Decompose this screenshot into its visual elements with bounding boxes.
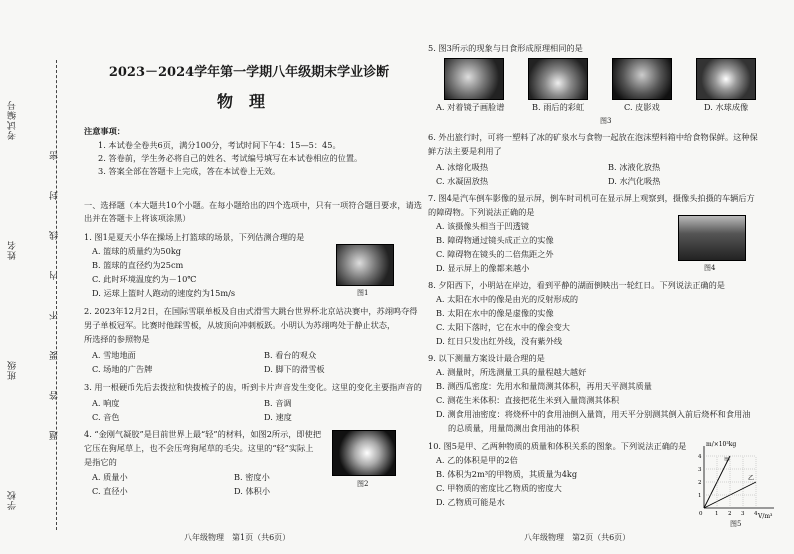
q3-option-d: D. 速度	[264, 412, 292, 422]
q4-stem: 是指它的	[84, 457, 117, 467]
page-footer-right: 八年级物理 第2页（共6页）	[524, 533, 631, 542]
figure-1-caption: 图1	[357, 289, 369, 297]
q6-stem: 6. 外出旅行时，可将一塑料了冰的矿泉水与食物一起放在泡沫塑料箱中给食物保鲜。这种保	[428, 132, 758, 142]
y-tick-label: 4	[698, 454, 702, 460]
note-item: 1. 本试卷全卷共6页，满分100分，考试时间下午4：15—5：45。	[98, 140, 341, 150]
seal-dashed-line	[56, 60, 57, 530]
q5-option-a: A. 对着镜子画脸谱	[436, 102, 505, 112]
figure-3a-image	[444, 58, 504, 100]
section-intro: 一、选择题（本大题共10个小题。在每小题给出的四个选项中，只有一项符合题目要求，请选	[84, 200, 422, 210]
q5-option-d: D. 水球成像	[704, 102, 749, 112]
figure-2-caption: 图2	[357, 480, 369, 488]
q7-option-c: C. 障碍物在镜头的二倍焦距之外	[436, 249, 554, 259]
seal-char: 不	[50, 310, 60, 320]
notes-heading: 注意事项：	[84, 126, 125, 136]
q10-option-a: A. 乙的体积是甲的2倍	[436, 455, 518, 465]
x-tick-label: 1	[715, 511, 719, 517]
note-item: 2. 答卷前，学生务必将自己的姓名、考试编号填写在本试卷相应的位置。	[98, 153, 363, 163]
q8-option-b: B. 太阳在水中的像是虚像的实像	[436, 308, 554, 318]
q7-option-b: B. 障碍物通过镜头成正立的实像	[436, 235, 554, 245]
q2-option-a: A. 雪地地面	[92, 350, 136, 360]
name-label: 姓名	[8, 240, 18, 260]
seal-char: 要	[50, 350, 60, 360]
figure-2-image	[332, 430, 396, 476]
q9-option-b: B. 测西瓜密度：先用水和量筒测其体积，再用天平测其质量	[436, 381, 652, 391]
q8-option-d: D. 红日只发出红外线，没有紫外线	[436, 336, 563, 346]
q2-option-c: C. 场地的广告牌	[92, 364, 153, 374]
q9-stem: 9. 以下测量方案设计最合理的是	[428, 353, 545, 363]
note-item: 3. 答案全部在答题卡上完成，答在本试卷上无效。	[98, 166, 281, 176]
q6-option-d: D. 水汽化吸热	[608, 176, 661, 186]
seal-char: 封	[50, 190, 60, 200]
series-jia-label: 甲	[724, 457, 731, 464]
seal-char: 密	[50, 150, 60, 160]
q9-option-a: A. 测量时，所选测量工具的量程越大越好	[436, 367, 587, 377]
class-label: 班级	[8, 360, 18, 380]
q10-option-c: C. 甲物质的密度比乙物质的密度大	[436, 483, 562, 493]
q3-option-a: A. 响度	[92, 398, 120, 408]
q3-stem: 3. 用一根硬币先后去拨拉和快拨梳子的齿，听到卡片声音发生变化。这里的变化主要指声音的	[84, 382, 422, 392]
school-label: 学校	[8, 490, 18, 510]
q2-option-d: D. 脚下的滑雪板	[264, 364, 325, 374]
q8-option-c: C. 太阳下落时，它在水中的像会变大	[436, 322, 570, 332]
page-footer-left: 八年级物理 第1页（共6页）	[184, 533, 291, 542]
x-axis-label: V/m³	[758, 513, 773, 520]
q4-stem: 4. “金刚气凝胶”是目前世界上最“轻”的材料，如图2所示，即使把	[84, 429, 322, 439]
q6-option-b: B. 冰液化放热	[608, 162, 661, 172]
q9-option-d-cont: 的总质量，用量筒测出食用油的体积	[448, 423, 580, 433]
q5-option-b: B. 雨后的彩虹	[532, 102, 585, 112]
q8-option-a: A. 太阳在水中的像是由光的反射形成的	[436, 294, 579, 304]
q2-stem: 男子单板冠军。比赛时他踩雪板，从坡顶向冲刺板跃。小明认为苏翊鸣处于静止状态，	[84, 320, 396, 330]
q4-option-c: C. 直径小	[92, 486, 128, 496]
q4-option-b: B. 密度小	[234, 472, 270, 482]
q9-option-d: D. 测食用油密度：将烧杯中的食用油倒入量筒，用天平分别测其倒入前后烧杯和食用油	[436, 409, 751, 419]
q1-option-c: C. 此时环境温度约为－10℃	[92, 274, 197, 284]
q6-option-a: A. 冰熔化吸热	[436, 162, 489, 172]
q7-stem: 的障碍物。下列说法正确的是	[428, 207, 535, 217]
q3-option-c: C. 音色	[92, 412, 120, 422]
q7-option-d: D. 显示屏上的像都来越小	[436, 263, 530, 273]
q4-stem: 它压在狗尾草上，也不会压弯狗尾草的毛尖。这里的“轻”实际上	[84, 443, 314, 453]
y-tick-label: 2	[698, 480, 702, 486]
figure-5-caption: 图5	[730, 520, 742, 528]
q8-stem: 8. 夕阳西下，小明站在岸边，看到平静的湖面倒映出一轮红日。下列说法正确的是	[428, 280, 725, 290]
figure-3b-image	[528, 58, 588, 100]
q10-option-b: B. 体积为2m³的甲物质，其质量为4kg	[436, 469, 578, 479]
figure-5-graph	[690, 440, 780, 520]
x-tick-label: 3	[741, 511, 745, 517]
q10-option-d: D. 乙物质可能是水	[436, 497, 505, 507]
q10-stem: 10. 图5是甲、乙两种物质的质量和体积关系的图象。下列说法正确的是	[428, 441, 687, 451]
q1-option-b: B. 篮球的直径约为25cm	[92, 260, 184, 270]
q4-option-a: A. 质量小	[92, 472, 128, 482]
q6-stem: 鲜方法主要是利用了	[428, 146, 502, 156]
figure-3-caption: 图3	[600, 117, 612, 125]
q1-option-a: A. 篮球的质量约为50kg	[92, 246, 182, 256]
section-intro: 出并在答题卡上将该项涂黑）	[84, 213, 191, 223]
q6-option-c: C. 水凝固放热	[436, 176, 489, 186]
figure-3c-image	[612, 58, 672, 100]
q2-stem: 2. 2023年12月2日，在国际雪联单板及自由式滑雪大跳台世界杯北京站决赛中，苏翊鸣夺得	[84, 306, 418, 316]
q5-stem: 5. 图3所示的现象与日食形成原理相同的是	[428, 43, 583, 53]
q2-option-b: B. 看台的观众	[264, 350, 317, 360]
seal-char: 内	[50, 270, 60, 280]
seal-char: 题	[50, 430, 60, 440]
q4-option-d: D. 体积小	[234, 486, 271, 496]
x-tick-label: 2	[728, 511, 732, 517]
figure-3d-image	[696, 58, 756, 100]
binding-margin	[0, 0, 70, 554]
q1-stem: 1. 图1是夏天小华在操场上打篮球的场景，下列估测合理的是	[84, 232, 305, 242]
q7-stem: 7. 图4是汽车倒车影像的显示屏，倒车时司机可在显示屏上观察到，摄像头拍摄的车辆后方	[428, 193, 755, 203]
seal-char: 答	[50, 390, 60, 400]
q3-option-b: B. 音调	[264, 398, 292, 408]
x-tick-label: 4	[754, 511, 758, 517]
exam-number-label: 考试编号	[8, 100, 18, 140]
figure-4-caption: 图4	[704, 264, 716, 272]
seal-char: 线	[50, 230, 60, 240]
y-tick-label: 1	[698, 493, 702, 499]
origin-label: 0	[699, 511, 703, 517]
subject-title: 物理	[216, 92, 281, 111]
figure-1-image	[336, 244, 394, 286]
q5-option-c: C. 皮影戏	[624, 102, 660, 112]
q2-stem: 所选择的参照物是	[84, 334, 150, 344]
q7-option-a: A. 该摄像头相当于凹透镜	[436, 221, 529, 231]
y-axis-label: m/×10³kg	[706, 441, 737, 448]
exam-title: 2023－2024学年第一学期八年级期末学业诊断	[108, 65, 390, 80]
q1-option-d: D. 运球上篮时人跑动的速度约为15m/s	[92, 288, 236, 298]
series-yi-label: 乙	[748, 475, 755, 482]
q9-option-c: C. 测花生米体积：直接把花生米到入量筒测其体积	[436, 395, 620, 405]
y-tick-label: 3	[698, 467, 702, 473]
figure-4-image	[678, 215, 746, 261]
